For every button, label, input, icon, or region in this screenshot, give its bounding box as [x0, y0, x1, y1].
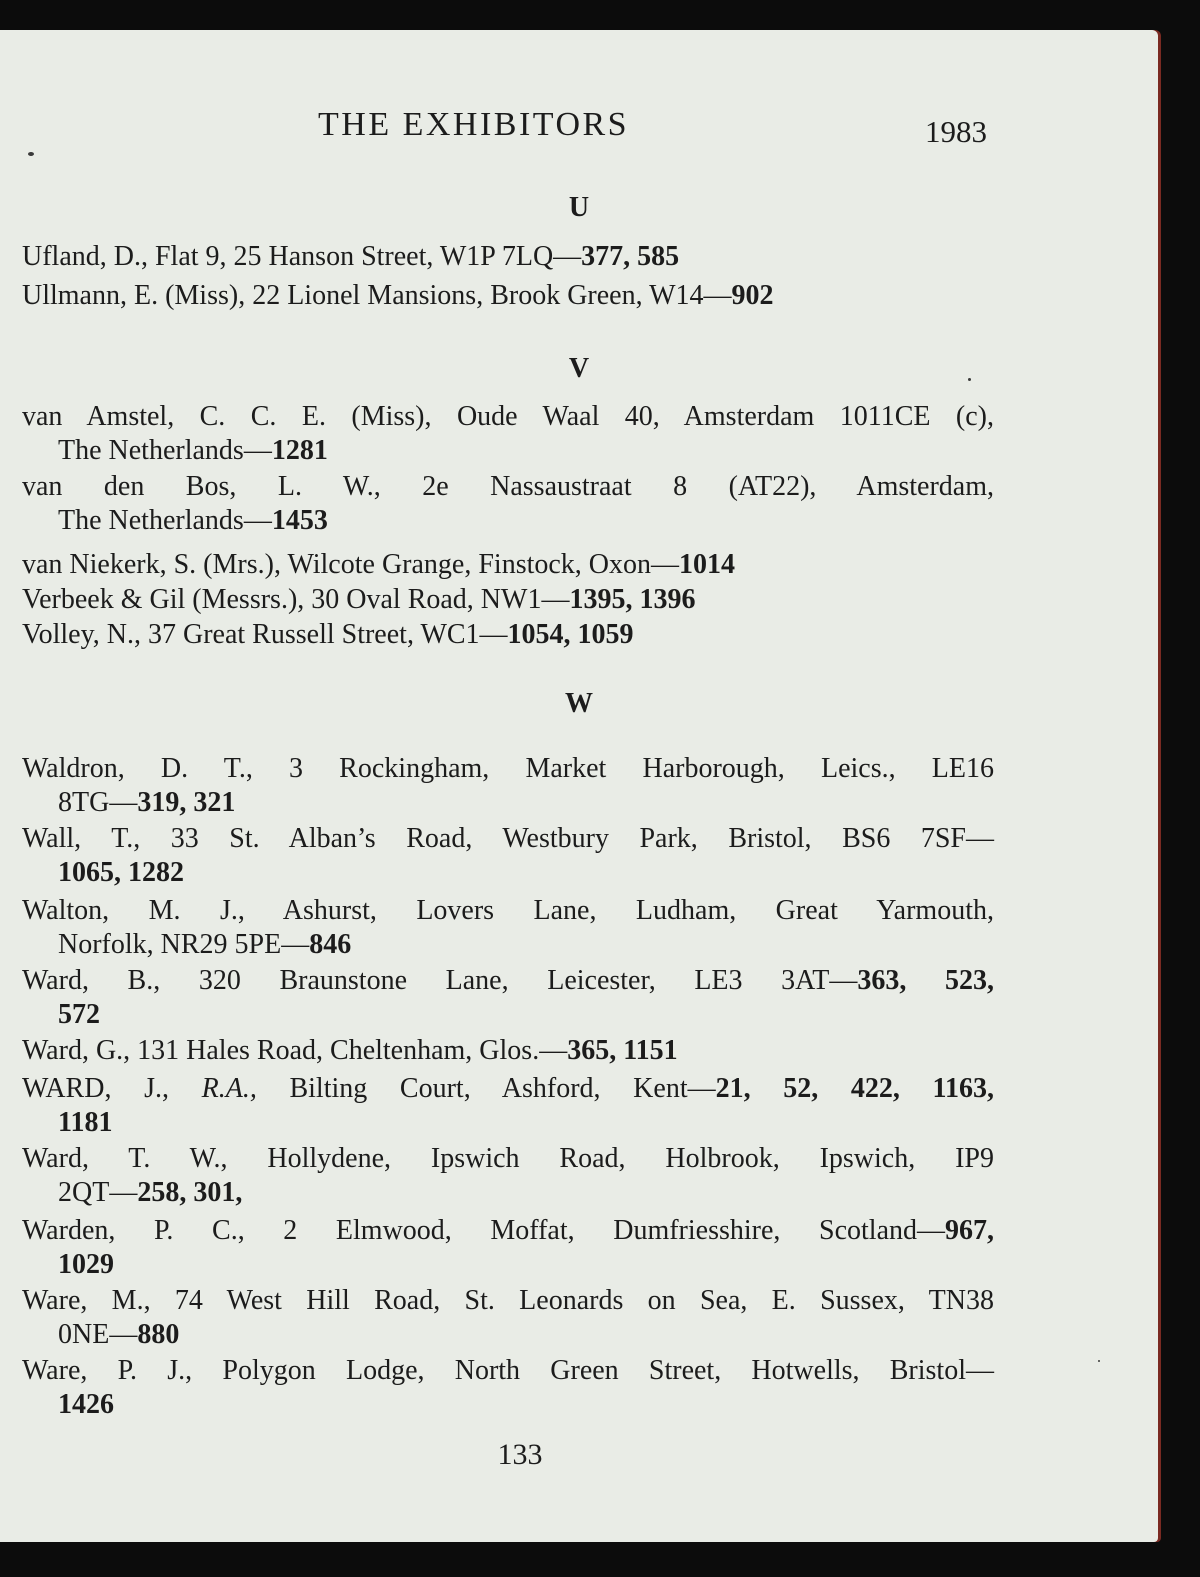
paper-speck: [1098, 1360, 1100, 1362]
entry-numbers: 319, 321: [137, 787, 236, 818]
entry-line-2: Norfolk, NR29 5PE—: [58, 929, 310, 960]
entry-numbers: 1395, 1396: [569, 584, 696, 615]
entry-text: Ward, G., 131 Hales Road, Cheltenham, Glos.—: [22, 1035, 568, 1066]
entry-verbeek-gil: [22, 583, 994, 617]
entry-line-1-numbers: 363, 523,: [857, 965, 994, 996]
page-title: THE EXHIBITORS: [318, 106, 630, 143]
entry-line-1: Walton, M. J., Ashurst, Lovers Lane, Ludham, Great Yarmouth,: [22, 895, 994, 926]
entry-line-2: 8TG—: [58, 787, 138, 818]
entry-text: van Niekerk, S. (Mrs.), Wilcote Grange, Finstock, Oxon—: [22, 549, 680, 580]
entry-numbers: 377, 585: [581, 241, 680, 272]
entry-line-2: 0NE—: [58, 1319, 138, 1350]
entry-waldron: [22, 752, 994, 820]
entry-line-1: Warden, P. C., 2 Elmwood, Moffat, Dumfriesshire, Scotland—: [22, 1215, 945, 1246]
entry-text: Ullmann, E. (Miss), 22 Lionel Mansions, Brook Green, W14—: [22, 280, 732, 311]
entry-van-den-bos: [22, 470, 994, 538]
catalogue-page: [0, 30, 1158, 1542]
entry-ware-m: [22, 1284, 994, 1352]
page-number: 133: [497, 1438, 543, 1471]
entry-line-1: Wall, T., 33 St. Alban’s Road, Westbury Park, Bristol, BS6 7SF—: [22, 823, 994, 854]
page-year: 1983: [925, 114, 987, 149]
entry-numbers: 1054, 1059: [507, 619, 634, 650]
entry-van-amstel: [22, 400, 994, 468]
entry-line-1-numbers: 21, 52, 422, 1163,: [715, 1073, 994, 1104]
section-letter-v: V: [568, 353, 590, 384]
entry-numbers: 572: [58, 999, 100, 1030]
section-letter-w: W: [565, 688, 593, 719]
entry-ufland: [22, 240, 994, 274]
entry-ward-g: [22, 1034, 994, 1068]
entry-text: Ufland, D., Flat 9, 25 Hanson Street, W1P 7LQ—: [22, 241, 582, 272]
entry-line-1: van den Bos, L. W., 2e Nassaustraat 8 (AT22), Amsterdam,: [22, 471, 994, 502]
section-letter-u: U: [568, 192, 590, 223]
entry-line-1: van Amstel, C. C. E. (Miss), Oude Waal 40, Amsterdam 1011CE (c),: [22, 401, 994, 432]
paper-speck: [968, 378, 971, 381]
entry-volley: [22, 618, 994, 652]
entry-line-1: Waldron, D. T., 3 Rockingham, Market Harborough, Leics., LE16: [22, 753, 994, 784]
entry-numbers: 365, 1151: [567, 1035, 678, 1066]
entry-line-2: The Netherlands—: [58, 435, 272, 466]
entry-numbers: 1426: [58, 1389, 114, 1420]
entry-numbers: 880: [137, 1319, 180, 1350]
entry-wall: [22, 822, 994, 890]
entry-numbers: 1065, 1282: [58, 857, 184, 888]
entry-ware-p-j: [22, 1354, 994, 1422]
entry-numbers: 1014: [679, 549, 736, 580]
entry-text: Volley, N., 37 Great Russell Street, WC1—: [22, 619, 508, 650]
entry-numbers: 1029: [58, 1249, 114, 1280]
entry-line-1: Ward, T. W., Hollydene, Ipswich Road, Holbrook, Ipswich, IP9: [22, 1143, 994, 1174]
entry-line-2: 2QT—: [58, 1177, 138, 1208]
entry-numbers: 1453: [271, 505, 328, 536]
entry-line-1-rest: Bilting Court, Ashford, Kent—: [256, 1073, 716, 1104]
entry-ullmann: [22, 279, 994, 313]
entry-van-niekerk: [22, 548, 994, 582]
entry-ward-b: [22, 964, 994, 1032]
entry-line-1: WARD, J.,: [22, 1073, 202, 1104]
entry-line-1: Ward, B., 320 Braunstone Lane, Leicester, LE3 3AT—: [22, 965, 858, 996]
entry-numbers: 1281: [271, 435, 328, 466]
entry-text: Verbeek & Gil (Messrs.), 30 Oval Road, NW1—: [22, 584, 570, 615]
entry-ward-t-w: [22, 1142, 994, 1210]
entry-numbers: 846: [309, 929, 352, 960]
entry-walton: [22, 894, 994, 962]
entry-numbers: 258, 301,: [137, 1177, 243, 1208]
entry-warden: [22, 1214, 994, 1282]
paper-speck: [28, 152, 34, 156]
entry-line-1: Ware, P. J., Polygon Lodge, North Green Street, Hotwells, Bristol—: [22, 1355, 994, 1386]
entry-honorific: R.A.,: [201, 1073, 257, 1104]
entry-line-1-numbers: 967,: [945, 1215, 994, 1246]
entry-numbers: 902: [731, 280, 774, 311]
entry-ward-j: [22, 1072, 994, 1140]
entry-numbers: 1181: [58, 1107, 113, 1138]
entry-line-1: Ware, M., 74 West Hill Road, St. Leonards on Sea, E. Sussex, TN38: [22, 1285, 994, 1316]
entry-line-2: The Netherlands—: [58, 505, 272, 536]
